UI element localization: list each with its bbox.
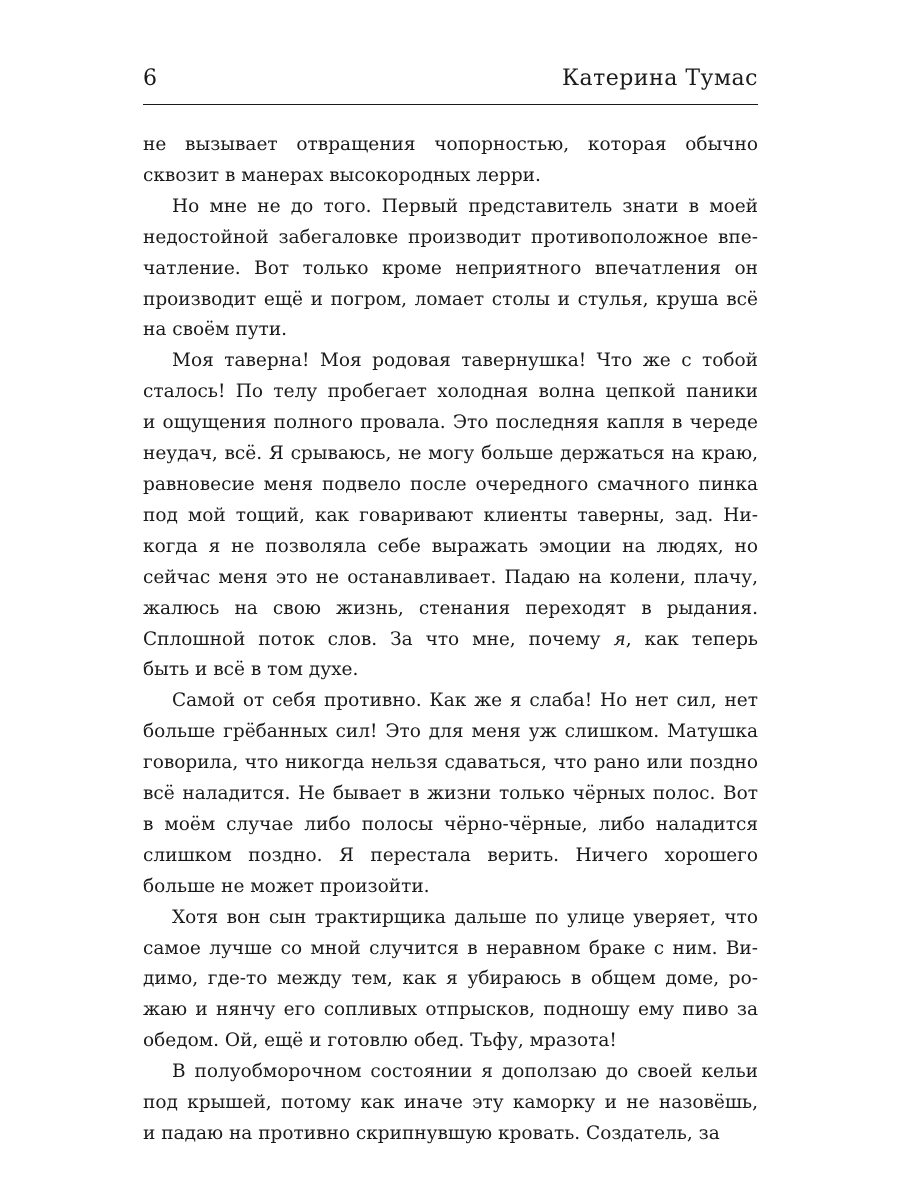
text-line: Моя таверна! Моя родовая тавернушка! Что же с тобой	[172, 350, 758, 372]
text-line: жаю и нянчу его сопливых отпрысков, подношу ему пиво за	[143, 999, 758, 1021]
text-line: быть и всё в том духе.	[143, 659, 359, 681]
text-line: равновесие меня подвело после очередного смачного пинка	[143, 473, 758, 495]
text-line: сталось! По телу пробегает холодная волна цепкой паники	[143, 381, 758, 403]
emphasis: я	[613, 628, 626, 650]
text-line: жалюсь на свою жизнь, стенания переходят в рыдания.	[143, 597, 758, 619]
text-line: самое лучше со мной случится в неравном браке с ним. Ви-	[143, 937, 758, 959]
text-line: димо, где-то между тем, как я убираюсь в общем доме, ро-	[143, 968, 758, 990]
paragraph	[143, 346, 758, 686]
text-line: сквозит в манерах высокородных лерри.	[143, 164, 541, 186]
paragraph	[143, 192, 758, 347]
text-line: чатление. Вот только кроме неприятного впечатления он	[143, 257, 758, 279]
text-line: Самой от себя противно. Как же я слаба! Но нет сил, нет	[172, 690, 758, 712]
paragraph	[143, 903, 758, 1058]
running-head	[143, 66, 758, 91]
text-line: неудач, всё. Я срываюсь, не могу больше держаться на краю,	[143, 443, 758, 465]
text-line: говорила, что никогда нельзя сдаваться, что рано или поздно	[143, 752, 758, 774]
text-line: и падаю на противно скрипнувшую кровать. Создатель, за	[143, 1123, 720, 1144]
text-line: В полуобморочном состоянии я доползаю до своей кельи	[172, 1061, 758, 1083]
paragraph	[143, 130, 758, 192]
text-line: обедом. Ой, ещё и готовлю обед. Тьфу, мразота!	[143, 1030, 617, 1052]
text-line: и ощущения полного провала. Это последняя капля в череде	[143, 412, 758, 434]
text-line: когда я не позволяла себе выражать эмоции на людях, но	[143, 535, 758, 557]
paragraph	[143, 686, 758, 902]
body-text	[143, 130, 758, 1150]
text-line: Сплошной поток слов. За что мне, почему я, как теперь	[143, 628, 758, 650]
text-line: на своём пути.	[143, 319, 288, 341]
text-line: больше грёбанных сил! Это для меня уж слишком. Матушка	[143, 721, 758, 743]
text-line: сейчас меня это не останавливает. Падаю на колени, плачу,	[143, 566, 758, 588]
text-line: Но мне не до того. Первый представитель знати в моей	[172, 195, 758, 217]
header-rule	[143, 104, 758, 105]
text-line: под мой тощий, как говаривают клиенты таверны, зад. Ни-	[143, 504, 758, 526]
text-line: Хотя вон сын трактирщика дальше по улице уверяет, что	[172, 906, 758, 928]
text-line: слишком поздно. Я перестала верить. Ничего хорошего	[143, 844, 758, 866]
text-line: в моём случае либо полосы чёрно-чёрные, либо наладится	[143, 813, 758, 835]
page-number: 6	[143, 66, 158, 91]
author-name: Катерина Тумас	[561, 66, 758, 91]
text-line: не вызывает отвращения чопорностью, которая обычно	[143, 134, 758, 155]
text-line: производит ещё и погром, ломает столы и стулья, круша всё	[143, 288, 758, 310]
text-line: недостойной забегаловке производит противоположное впе-	[143, 226, 758, 248]
text-line: больше не может произойти.	[143, 875, 430, 897]
text-line: всё наладится. Не бывает в жизни только чёрных полос. Вот	[143, 783, 758, 805]
paragraph	[143, 1057, 758, 1150]
text-line: под крышей, потому как иначе эту каморку и не назовёшь,	[143, 1092, 758, 1114]
